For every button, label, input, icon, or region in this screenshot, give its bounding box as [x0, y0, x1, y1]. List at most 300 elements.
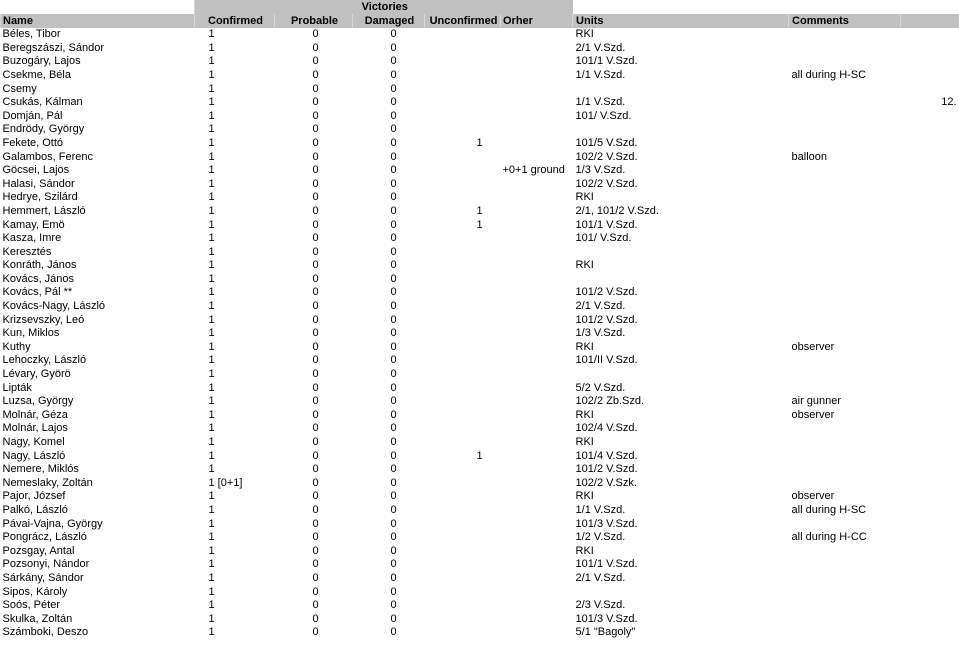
table-row[interactable] — [1, 123, 959, 137]
cell-extra[interactable] — [901, 204, 959, 218]
cell-units[interactable]: RKI — [575, 544, 594, 557]
cell-name[interactable]: Domján, Pál — [2, 109, 63, 122]
cell-confirmed[interactable]: 1 — [208, 571, 215, 584]
cell-comments[interactable] — [789, 435, 901, 449]
cell-other[interactable] — [501, 395, 573, 409]
cell-units[interactable] — [573, 367, 789, 381]
cell-comments[interactable] — [789, 136, 901, 150]
cell-name[interactable]: Krizsevszky, Leó — [2, 313, 85, 326]
table-row[interactable] — [1, 299, 959, 313]
cell-probable[interactable]: 0 — [312, 82, 319, 95]
cell-extra[interactable] — [901, 41, 959, 55]
cell-units[interactable]: 1/1 V.Szd. — [575, 96, 626, 109]
cell-damaged[interactable]: 0 — [390, 136, 397, 149]
cell-confirmed[interactable]: 1 — [208, 626, 215, 639]
cell-damaged[interactable]: 0 — [390, 340, 397, 353]
cell-unconfirmed[interactable] — [425, 68, 501, 82]
cell-other[interactable] — [501, 354, 573, 368]
cell-confirmed[interactable]: 1 — [208, 109, 215, 122]
cell-damaged[interactable]: 0 — [390, 109, 397, 122]
cell-extra[interactable] — [901, 136, 959, 150]
cell-unconfirmed[interactable] — [425, 476, 501, 490]
cell-extra[interactable] — [901, 367, 959, 381]
cell-units[interactable]: 2/1 V.Szd. — [575, 571, 626, 584]
cell-probable[interactable]: 0 — [312, 571, 319, 584]
cell-extra[interactable] — [901, 449, 959, 463]
cell-name[interactable]: Buzogáry, Lajos — [2, 55, 81, 68]
cell-confirmed[interactable]: 1 — [208, 368, 215, 381]
table-row[interactable] — [1, 245, 959, 259]
cell-comments[interactable] — [789, 449, 901, 463]
cell-name[interactable]: Nagy, Komel — [2, 436, 65, 448]
cell-comments[interactable] — [789, 245, 901, 259]
cell-comments[interactable] — [789, 463, 901, 477]
cell-comments[interactable] — [789, 164, 901, 178]
cell-units[interactable]: 1/3 V.Szd. — [575, 164, 626, 177]
cell-other[interactable] — [501, 517, 573, 531]
cell-unconfirmed[interactable] — [425, 299, 501, 313]
cell-units[interactable]: RKI — [575, 191, 594, 204]
cell-confirmed[interactable]: 1 — [208, 612, 215, 625]
cell-confirmed[interactable]: 1 — [208, 55, 215, 68]
cell-units[interactable]: 102/2 V.Szk. — [575, 476, 637, 489]
cell-probable[interactable]: 0 — [312, 286, 319, 299]
cell-name[interactable]: Halasi, Sándor — [2, 177, 75, 190]
cell-other[interactable] — [501, 150, 573, 164]
cell-confirmed[interactable]: 1 — [208, 232, 215, 245]
cell-probable[interactable]: 0 — [312, 626, 319, 639]
cell-other[interactable] — [501, 68, 573, 82]
cell-units[interactable] — [573, 82, 789, 96]
cell-probable[interactable]: 0 — [312, 164, 319, 177]
cell-probable[interactable]: 0 — [312, 531, 319, 544]
cell-other[interactable] — [501, 585, 573, 599]
cell-other[interactable] — [501, 490, 573, 504]
cell-damaged[interactable]: 0 — [390, 395, 397, 408]
cell-probable[interactable]: 0 — [312, 327, 319, 340]
cell-other[interactable] — [501, 259, 573, 273]
cell-other[interactable] — [501, 599, 573, 613]
cell-extra[interactable] — [901, 109, 959, 123]
cell-confirmed[interactable]: 1 — [208, 599, 215, 612]
cell-damaged[interactable]: 0 — [390, 245, 397, 258]
cell-extra[interactable] — [901, 68, 959, 82]
cell-units[interactable]: 1/1 V.Szd. — [575, 503, 626, 516]
cell-units[interactable]: 102/2 V.Szd. — [575, 150, 638, 163]
table-row[interactable] — [1, 558, 959, 572]
cell-damaged[interactable]: 0 — [390, 259, 397, 272]
table-row[interactable] — [1, 218, 959, 232]
cell-probable[interactable]: 0 — [312, 177, 319, 190]
cell-probable[interactable]: 0 — [312, 272, 319, 285]
cell-extra[interactable] — [901, 299, 959, 313]
cell-confirmed[interactable]: 1 — [208, 177, 215, 190]
cell-comments[interactable] — [789, 476, 901, 490]
col-header-damaged[interactable]: Damaged — [353, 14, 425, 28]
table-row[interactable] — [1, 164, 959, 178]
cell-unconfirmed[interactable] — [425, 164, 501, 178]
table-row[interactable] — [1, 272, 959, 286]
cell-extra[interactable] — [901, 422, 959, 436]
cell-name[interactable]: Fekete, Ottó — [2, 136, 64, 149]
cell-other[interactable] — [501, 503, 573, 517]
table-row[interactable] — [1, 599, 959, 613]
cell-other[interactable] — [501, 476, 573, 490]
cell-comments[interactable] — [789, 191, 901, 205]
cell-probable[interactable]: 0 — [312, 381, 319, 394]
table-row[interactable] — [1, 354, 959, 368]
cell-extra[interactable] — [901, 408, 959, 422]
cell-extra[interactable] — [901, 612, 959, 626]
cell-confirmed[interactable]: 1 — [208, 136, 215, 149]
cell-damaged[interactable]: 0 — [390, 449, 397, 462]
cell-probable[interactable]: 0 — [312, 218, 319, 231]
cell-confirmed[interactable]: 1 — [208, 68, 215, 81]
cell-units[interactable]: 101/2 V.Szd. — [575, 313, 638, 326]
cell-unconfirmed[interactable] — [425, 517, 501, 531]
cell-name[interactable]: Pongrácz, László — [2, 531, 87, 544]
cell-units[interactable] — [573, 123, 789, 137]
cell-other[interactable]: +0+1 ground — [502, 164, 565, 177]
cell-unconfirmed[interactable]: 1 — [476, 204, 483, 217]
cell-unconfirmed[interactable] — [425, 626, 501, 640]
table-row[interactable] — [1, 422, 959, 436]
table-row[interactable] — [1, 327, 959, 341]
cell-extra[interactable] — [901, 218, 959, 232]
cell-confirmed[interactable]: 1 — [208, 490, 215, 503]
cell-probable[interactable]: 0 — [312, 41, 319, 54]
cell-units[interactable]: 101/5 V.Szd. — [575, 136, 638, 149]
cell-units[interactable]: 101/4 V.Szd. — [575, 449, 638, 462]
cell-damaged[interactable]: 0 — [390, 422, 397, 435]
cell-damaged[interactable]: 0 — [390, 272, 397, 285]
cell-probable[interactable]: 0 — [312, 449, 319, 462]
cell-comments[interactable] — [789, 381, 901, 395]
cell-other[interactable] — [501, 177, 573, 191]
cell-comments[interactable] — [789, 96, 901, 110]
table-row[interactable] — [1, 150, 959, 164]
cell-extra[interactable] — [901, 272, 959, 286]
cell-unconfirmed[interactable] — [425, 232, 501, 246]
cell-name[interactable]: Kun, Miklos — [2, 327, 60, 340]
cell-name[interactable]: Endrödy, György — [2, 123, 85, 136]
table-row[interactable] — [1, 449, 959, 463]
table-row[interactable] — [1, 109, 959, 123]
cell-damaged[interactable]: 0 — [390, 55, 397, 68]
cell-comments[interactable]: all during H-SC — [791, 503, 867, 516]
cell-comments[interactable] — [789, 599, 901, 613]
cell-comments[interactable] — [789, 232, 901, 246]
cell-confirmed[interactable]: 1 — [208, 340, 215, 353]
cell-units[interactable]: 1/2 V.Szd. — [575, 531, 626, 544]
table-row[interactable] — [1, 68, 959, 82]
cell-probable[interactable]: 0 — [312, 55, 319, 68]
cell-unconfirmed[interactable] — [425, 367, 501, 381]
cell-probable[interactable]: 0 — [312, 245, 319, 258]
cell-name[interactable]: Kovács-Nagy, László — [2, 300, 106, 313]
cell-units[interactable]: 102/2 Zb.Szd. — [575, 395, 645, 408]
cell-unconfirmed[interactable] — [425, 340, 501, 354]
cell-units[interactable]: 5/1 "Bagoly" — [575, 626, 636, 639]
cell-comments[interactable] — [789, 585, 901, 599]
cell-damaged[interactable]: 0 — [390, 313, 397, 326]
cell-comments[interactable] — [789, 109, 901, 123]
cell-probable[interactable]: 0 — [312, 96, 319, 109]
cell-unconfirmed[interactable] — [425, 327, 501, 341]
cell-probable[interactable]: 0 — [312, 68, 319, 81]
cell-units[interactable]: 101/3 V.Szd. — [575, 612, 638, 625]
table-row[interactable] — [1, 96, 959, 110]
cell-units[interactable]: 101/II V.Szd. — [575, 354, 638, 367]
cell-probable[interactable]: 0 — [312, 476, 319, 489]
cell-comments[interactable] — [789, 55, 901, 69]
cell-name[interactable]: Nemere, Miklós — [2, 463, 79, 476]
cell-probable[interactable]: 0 — [312, 503, 319, 516]
cell-probable[interactable]: 0 — [312, 422, 319, 435]
col-header-other[interactable]: Orher — [501, 14, 573, 28]
table-row[interactable] — [1, 367, 959, 381]
table-row[interactable] — [1, 395, 959, 409]
cell-units[interactable] — [573, 585, 789, 599]
cell-comments[interactable] — [789, 259, 901, 273]
cell-extra[interactable] — [901, 435, 959, 449]
cell-extra[interactable] — [901, 123, 959, 137]
cell-extra[interactable] — [901, 232, 959, 246]
cell-probable[interactable]: 0 — [312, 109, 319, 122]
cell-name[interactable]: Sipos, Károly — [2, 585, 68, 598]
cell-units[interactable]: 1/3 V.Szd. — [575, 327, 626, 340]
cell-confirmed[interactable]: 1 — [208, 517, 215, 530]
cell-probable[interactable]: 0 — [312, 204, 319, 217]
cell-damaged[interactable]: 0 — [390, 436, 397, 448]
cell-units[interactable]: 101/3 V.Szd. — [575, 517, 638, 530]
cell-confirmed[interactable]: 1 — [208, 204, 215, 217]
cell-name[interactable]: Pajor, József — [2, 490, 66, 503]
cell-unconfirmed[interactable] — [425, 490, 501, 504]
cell-units[interactable] — [573, 245, 789, 259]
cell-extra[interactable] — [901, 585, 959, 599]
cell-probable[interactable]: 0 — [312, 313, 319, 326]
table-row[interactable] — [1, 177, 959, 191]
cell-other[interactable] — [501, 272, 573, 286]
table-row[interactable] — [1, 191, 959, 205]
cell-units[interactable]: 101/1 V.Szd. — [575, 558, 638, 571]
cell-name[interactable]: Kovács, Pál ** — [2, 286, 73, 299]
table-row[interactable] — [1, 381, 959, 395]
cell-unconfirmed[interactable] — [425, 395, 501, 409]
cell-damaged[interactable]: 0 — [390, 164, 397, 177]
cell-confirmed[interactable]: 1 — [208, 191, 215, 204]
table-row[interactable] — [1, 232, 959, 246]
cell-other[interactable] — [501, 422, 573, 436]
table-row[interactable] — [1, 531, 959, 545]
cell-damaged[interactable]: 0 — [390, 531, 397, 544]
cell-extra[interactable] — [901, 259, 959, 273]
cell-unconfirmed[interactable] — [425, 96, 501, 110]
cell-other[interactable] — [501, 28, 573, 42]
cell-other[interactable] — [501, 327, 573, 341]
cell-probable[interactable]: 0 — [312, 150, 319, 163]
cell-other[interactable] — [501, 531, 573, 545]
cell-damaged[interactable]: 0 — [390, 490, 397, 503]
cell-confirmed[interactable]: 1 — [208, 259, 215, 272]
cell-confirmed[interactable]: 1 — [208, 544, 215, 557]
cell-unconfirmed[interactable] — [425, 259, 501, 273]
cell-comments[interactable] — [789, 28, 901, 42]
cell-units[interactable]: 101/ V.Szd. — [575, 109, 632, 122]
cell-confirmed[interactable]: 1 — [208, 286, 215, 299]
cell-extra[interactable] — [901, 381, 959, 395]
table-row[interactable] — [1, 28, 959, 42]
cell-damaged[interactable]: 0 — [390, 218, 397, 231]
cell-extra[interactable] — [901, 286, 959, 300]
cell-unconfirmed[interactable] — [425, 272, 501, 286]
cell-comments[interactable] — [789, 544, 901, 558]
cell-comments[interactable]: all during H-SC — [791, 68, 867, 81]
cell-extra[interactable] — [901, 476, 959, 490]
cell-unconfirmed[interactable] — [425, 286, 501, 300]
cell-other[interactable] — [501, 299, 573, 313]
table-row[interactable] — [1, 408, 959, 422]
cell-name[interactable]: Számboki, Deszo — [2, 626, 89, 639]
col-header-units[interactable]: Units — [573, 14, 789, 28]
cell-extra[interactable] — [901, 503, 959, 517]
cell-confirmed[interactable]: 1 — [208, 218, 215, 231]
cell-name[interactable]: Molnár, Lajos — [2, 422, 68, 435]
cell-damaged[interactable]: 0 — [390, 381, 397, 394]
cell-extra[interactable] — [901, 544, 959, 558]
cell-confirmed[interactable]: 1 — [208, 436, 215, 448]
cell-unconfirmed[interactable] — [425, 245, 501, 259]
cell-confirmed[interactable]: 1 — [208, 558, 215, 571]
cell-damaged[interactable]: 0 — [390, 28, 397, 41]
col-header-probable[interactable]: Probable — [275, 14, 353, 28]
cell-unconfirmed[interactable] — [425, 531, 501, 545]
cell-confirmed[interactable]: 1 — [208, 449, 215, 462]
cell-unconfirmed[interactable] — [425, 55, 501, 69]
cell-comments[interactable] — [789, 218, 901, 232]
cell-unconfirmed[interactable] — [425, 558, 501, 572]
cell-extra[interactable] — [901, 354, 959, 368]
cell-extra[interactable]: 12. — [941, 96, 957, 109]
cell-units[interactable]: 101/2 V.Szd. — [575, 286, 638, 299]
cell-unconfirmed[interactable]: 1 — [476, 136, 483, 149]
cell-damaged[interactable]: 0 — [390, 191, 397, 204]
cell-unconfirmed[interactable] — [425, 408, 501, 422]
cell-comments[interactable] — [789, 612, 901, 626]
cell-damaged[interactable]: 0 — [390, 96, 397, 109]
cell-name[interactable]: Kovács, János — [2, 272, 75, 285]
cell-other[interactable] — [501, 191, 573, 205]
cell-confirmed[interactable]: 1 — [208, 585, 215, 598]
cell-damaged[interactable]: 0 — [390, 123, 397, 136]
table-row[interactable] — [1, 136, 959, 150]
cell-damaged[interactable]: 0 — [390, 476, 397, 489]
cell-unconfirmed[interactable] — [425, 82, 501, 96]
cell-other[interactable] — [501, 449, 573, 463]
table-row[interactable] — [1, 585, 959, 599]
cell-unconfirmed[interactable] — [425, 381, 501, 395]
col-header-extra[interactable] — [901, 14, 959, 28]
cell-comments[interactable]: observer — [791, 340, 835, 353]
cell-name[interactable]: Pozsgay, Antal — [2, 544, 75, 557]
cell-confirmed[interactable]: 1 — [208, 327, 215, 340]
cell-extra[interactable] — [901, 340, 959, 354]
cell-comments[interactable] — [789, 354, 901, 368]
cell-damaged[interactable]: 0 — [390, 571, 397, 584]
cell-name[interactable]: Csemy — [2, 82, 37, 95]
cell-probable[interactable]: 0 — [312, 259, 319, 272]
cell-other[interactable] — [501, 340, 573, 354]
cell-damaged[interactable]: 0 — [390, 327, 397, 340]
cell-confirmed[interactable]: 1 — [208, 272, 215, 285]
cell-name[interactable]: Nemeslaky, Zoltán — [2, 476, 93, 489]
cell-unconfirmed[interactable] — [425, 612, 501, 626]
cell-damaged[interactable]: 0 — [390, 463, 397, 476]
cell-other[interactable] — [501, 123, 573, 137]
cell-unconfirmed[interactable] — [425, 150, 501, 164]
cell-damaged[interactable]: 0 — [390, 300, 397, 313]
cell-comments[interactable] — [789, 123, 901, 137]
cell-other[interactable] — [501, 245, 573, 259]
table-row[interactable] — [1, 503, 959, 517]
cell-confirmed[interactable]: 1 — [208, 531, 215, 544]
cell-probable[interactable]: 0 — [312, 612, 319, 625]
cell-comments[interactable] — [789, 82, 901, 96]
cell-damaged[interactable]: 0 — [390, 599, 397, 612]
cell-unconfirmed[interactable] — [425, 422, 501, 436]
cell-damaged[interactable]: 0 — [390, 626, 397, 639]
cell-units[interactable]: 2/1 V.Szd. — [575, 300, 626, 313]
cell-units[interactable] — [573, 272, 789, 286]
cell-extra[interactable] — [901, 245, 959, 259]
cell-probable[interactable]: 0 — [312, 28, 319, 41]
col-header-confirmed[interactable]: Confirmed — [195, 14, 275, 28]
col-header-name[interactable]: Name — [1, 14, 195, 28]
cell-units[interactable]: 2/1 V.Szd. — [575, 41, 626, 54]
cell-comments[interactable] — [789, 571, 901, 585]
cell-other[interactable] — [501, 463, 573, 477]
cell-comments[interactable] — [789, 177, 901, 191]
cell-name[interactable]: Skulka, Zoltán — [2, 612, 73, 625]
cell-name[interactable]: Molnár, Géza — [2, 408, 68, 421]
cell-comments[interactable] — [789, 626, 901, 640]
cell-units[interactable]: RKI — [575, 436, 594, 448]
cell-probable[interactable]: 0 — [312, 123, 319, 136]
cell-unconfirmed[interactable] — [425, 28, 501, 42]
cell-units[interactable]: 102/2 V.Szd. — [575, 177, 638, 190]
cell-damaged[interactable]: 0 — [390, 41, 397, 54]
cell-name[interactable]: Palkó, László — [2, 503, 68, 516]
cell-unconfirmed[interactable] — [425, 571, 501, 585]
cell-comments[interactable] — [789, 313, 901, 327]
cell-damaged[interactable]: 0 — [390, 544, 397, 557]
cell-damaged[interactable]: 0 — [390, 368, 397, 381]
table-row[interactable] — [1, 571, 959, 585]
cell-confirmed[interactable]: 1 — [208, 96, 215, 109]
cell-other[interactable] — [501, 136, 573, 150]
cell-comments[interactable]: balloon — [791, 150, 828, 163]
cell-confirmed[interactable]: 1 — [208, 354, 215, 367]
table-row[interactable] — [1, 41, 959, 55]
cell-name[interactable]: Galambos, Ferenc — [2, 150, 93, 163]
cell-units[interactable]: 1/1 V.Szd. — [575, 68, 626, 81]
cell-probable[interactable]: 0 — [312, 395, 319, 408]
cell-confirmed[interactable]: 1 — [208, 422, 215, 435]
cell-confirmed[interactable]: 1 — [208, 82, 215, 95]
cell-unconfirmed[interactable] — [425, 123, 501, 137]
cell-name[interactable]: Beregszászi, Sándor — [2, 41, 104, 54]
